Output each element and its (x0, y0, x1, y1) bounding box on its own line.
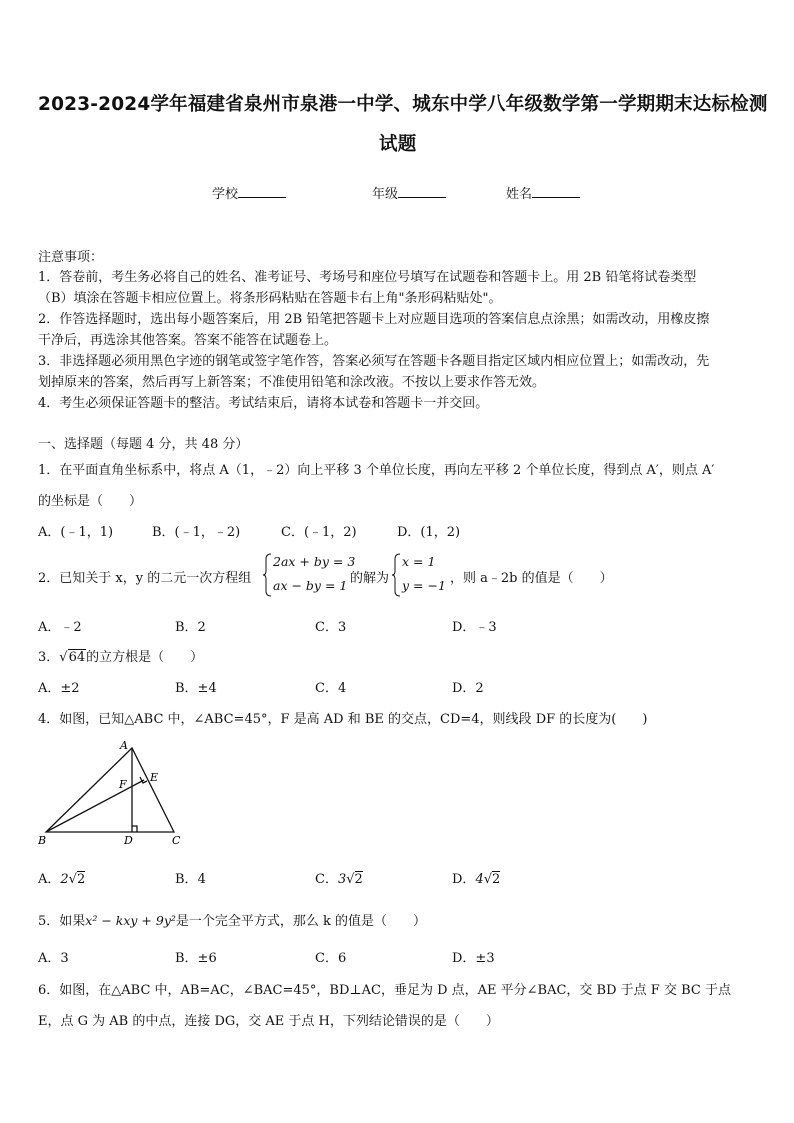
q4-option-a (38, 868, 85, 887)
q3-text: 的立方根是（ ） (86, 650, 204, 665)
sqrt-icon: √ (346, 872, 355, 887)
notes-line: 3．非选择题必须用黑色字迹的钢笔或签字笔作答，答案必须写在答题卡各题目指定区域内相应位置上；如需改动，先 (38, 354, 710, 369)
notes-line: 划掉原来的答案，然后再写上新答案；不准使用铅笔和涂改液。不按以上要求作答无效。 (38, 375, 546, 390)
q4-option-b (175, 868, 206, 887)
notes-heading: 注意事项： (38, 250, 104, 265)
label-c: C (172, 834, 181, 847)
option-coefficient: 3 (337, 872, 347, 887)
question-6-line2: E，点 G 为 AB 的中点，连接 DG，交 AE 于点 H，下列结论错误的是（ ） (38, 1014, 499, 1029)
school-blank (238, 185, 286, 198)
q1-option-a: A．(﹣1，1) (38, 525, 114, 540)
q1-option-b: B．(﹣1，﹣2) (152, 525, 241, 540)
q3-sqrt-icon: √ (59, 650, 68, 665)
q2-solution-y: y = −1 (402, 578, 446, 593)
question-2-prefix: 2．已知关于 x，y 的二元一次方程组 (38, 571, 252, 586)
option-prefix: A． (38, 872, 61, 887)
option-value: 4 (197, 872, 206, 887)
page-title-continued: 试题 (379, 134, 417, 155)
right-angle-d (132, 826, 137, 832)
q3-option-c: C．4 (315, 681, 347, 696)
section-heading: 一、选择题（每题 4 分，共 48 分） (38, 437, 249, 452)
name-field (506, 183, 580, 202)
triangle-abc (46, 748, 174, 832)
q1-option-c: C．(﹣1，2) (281, 525, 357, 540)
q2-middle-text: 的解为 (350, 571, 390, 586)
q3-radicand: 64 (68, 650, 86, 665)
option-radicand: 2 (354, 872, 363, 887)
label-e: E (150, 771, 159, 784)
q2-equation-1: 2ax + by = 3 (273, 554, 356, 569)
label-a: A (120, 739, 128, 752)
q2-solution-brace-icon (391, 553, 401, 597)
student-info-row (212, 183, 286, 202)
q3-number: 3． (38, 650, 60, 665)
altitude-be (46, 780, 144, 832)
school-label: 学校 (212, 187, 239, 202)
q2-suffix: ，则 a﹣2b 的值是（ ） (450, 571, 613, 586)
question-1-line2: 的坐标是（ ） (38, 494, 143, 509)
notes-line: 1．答卷前，考生务必将自己的姓名、准考证号、考场号和座位号填写在试题卷和答题卡上。用 2B 铅笔将试卷类型 (38, 270, 697, 285)
option-radicand: 2 (492, 872, 501, 887)
question-6-line1: 6．如图，在△ABC 中，AB=AC，∠BAC=45°，BD⊥AC，垂足为 D 点，AE 平分∠BAC，交 BD 于点 F 交 BC 于点 (38, 983, 731, 998)
q3-option-b: B．±4 (175, 681, 217, 696)
label-b: B (38, 834, 47, 847)
sqrt-icon: √ (68, 872, 77, 887)
option-prefix: D． (452, 872, 476, 887)
q5-expression: x² − kxy + 9y² (85, 913, 176, 928)
question-1-line1: 1．在平面直角坐标系中，将点 A（1，﹣2）向上平移 3 个单位长度，再向左平移 2 个单位长度，得到点 A′，则点 A′ (38, 463, 715, 478)
question-5 (38, 910, 426, 929)
q1-option-d: D．(1，2) (397, 525, 461, 540)
notes-line: （B）填涂在答题卡相应位置上。将条形码粘贴在答题卡右上角"条形码粘贴处"。 (38, 291, 502, 306)
q5-suffix: 是一个完全平方式，那么 k 的值是（ ） (175, 914, 427, 929)
q2-equation-2: ax − by = 1 (273, 578, 348, 593)
notes-line: 4．考生必须保证答题卡的整洁。考试结束后，请将本试卷和答题卡一并交回。 (38, 396, 489, 411)
option-coefficient: 4 (475, 872, 484, 887)
name-label: 姓名 (506, 187, 533, 202)
triangle-figure (36, 736, 186, 848)
option-prefix: C． (315, 872, 338, 887)
q4-option-d (452, 868, 500, 887)
q4-option-c (315, 868, 363, 887)
grade-label: 年级 (372, 187, 399, 202)
notes-line: 干净后，再选涂其他答案。答案不能答在试题卷上。 (38, 333, 338, 348)
q2-option-d: D．﹣3 (452, 620, 497, 635)
q3-option-d: D．2 (452, 681, 484, 696)
question-3 (38, 646, 203, 665)
option-prefix: B． (175, 872, 198, 887)
q5-option-a: A．3 (38, 951, 69, 966)
question-4: 4．如图，已知△ABC 中，∠ABC=45°，F 是高 AD 和 BE 的交点，CD=4，则线段 DF 的长度为( ) (38, 712, 648, 727)
q2-option-a: A．﹣2 (38, 620, 82, 635)
name-blank (532, 185, 580, 198)
q3-option-a: A．±2 (38, 681, 80, 696)
label-d: D (124, 834, 133, 847)
q5-option-d: D．±3 (452, 951, 495, 966)
sqrt-icon: √ (483, 872, 493, 887)
q2-option-b: B．2 (175, 620, 206, 635)
q2-solution-x: x = 1 (402, 554, 436, 569)
option-radicand: 2 (76, 872, 86, 887)
grade-field (372, 183, 446, 202)
notes-line: 2．作答选择题时，选出每小题答案后，用 2B 铅笔把答题卡上对应题目选项的答案信息点涂黑；如需改动，用橡皮擦 (38, 312, 710, 327)
q5-prefix: 5．如果 (38, 914, 86, 929)
q5-option-c: C．6 (315, 951, 347, 966)
q2-option-c: C．3 (315, 620, 347, 635)
label-f: F (119, 778, 127, 791)
page-title: 2023-2024学年福建省泉州市泉港一中学、城东中学八年级数学第一学期期末达标检测 (38, 94, 768, 115)
q2-brace-icon (262, 553, 272, 597)
grade-blank (398, 185, 446, 198)
option-coefficient: 2 (60, 872, 69, 887)
q5-option-b: B．±6 (175, 951, 217, 966)
